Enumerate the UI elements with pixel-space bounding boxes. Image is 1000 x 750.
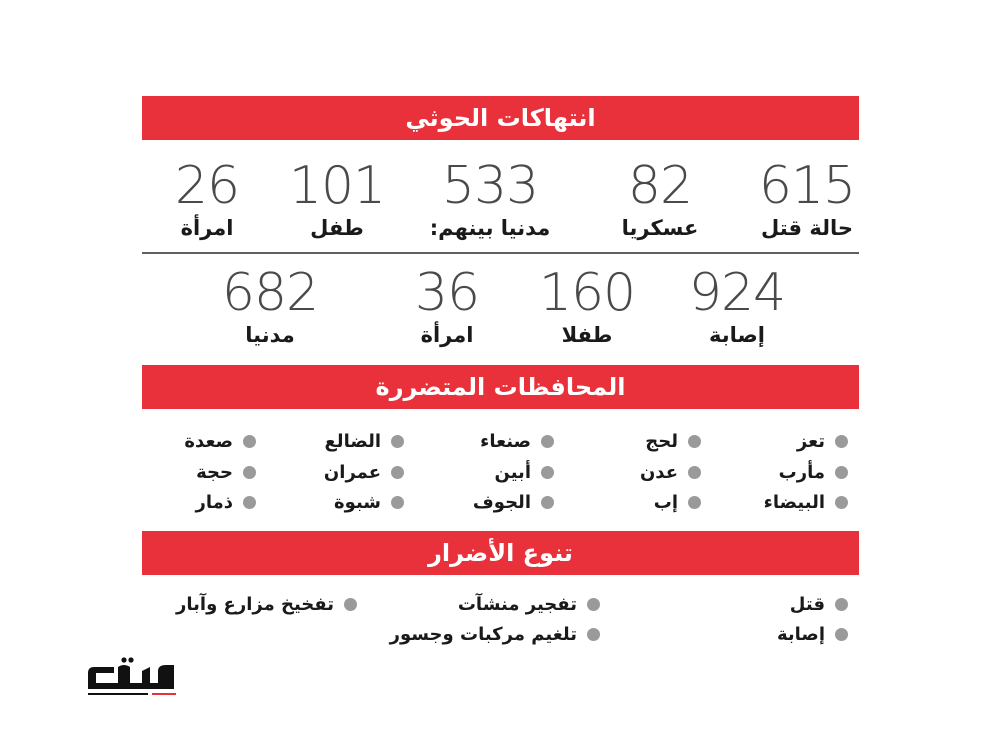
stat-label: عسكريا xyxy=(621,216,699,240)
bullet-dot-icon xyxy=(587,628,600,641)
bullet-dot-icon xyxy=(243,496,256,509)
governorate-item: الضالع xyxy=(325,431,404,452)
stat-injured-women xyxy=(387,265,507,349)
governorate-item: عدن xyxy=(640,462,701,483)
bullet-dot-icon xyxy=(835,628,848,641)
bullet-dot-icon xyxy=(835,466,848,479)
stat-number: 26 xyxy=(174,156,240,216)
governorate-item: إب xyxy=(654,492,701,513)
bullet-dot-icon xyxy=(688,496,701,509)
bullet-dot-icon xyxy=(391,466,404,479)
stat-label: طفل xyxy=(310,216,364,240)
stat-number: 533 xyxy=(441,156,539,216)
governorates-title: المحافظات المتضررة xyxy=(375,373,626,401)
governorate-item: شبوة xyxy=(334,492,404,513)
governorate-item: أبين xyxy=(495,462,554,483)
governorate-item: ذمار xyxy=(195,492,256,513)
stat-label: مدنيا بينهم: xyxy=(429,216,551,240)
bullet-dot-icon xyxy=(688,466,701,479)
violations-title: انتهاكات الحوثي xyxy=(405,104,596,132)
stat-number: 36 xyxy=(414,263,480,323)
stats-divider xyxy=(142,252,859,254)
stat-label: مدنيا xyxy=(245,323,295,347)
bullet-dot-icon xyxy=(344,598,357,611)
stat-number: 924 xyxy=(688,263,786,323)
governorate-item: تعز xyxy=(797,431,848,452)
stat-number: 160 xyxy=(538,263,636,323)
bullet-dot-icon xyxy=(688,435,701,448)
damage-item: إصابة xyxy=(777,624,848,645)
stat-killed-children xyxy=(277,158,397,242)
bullet-dot-icon xyxy=(835,598,848,611)
stat-label: طفلا xyxy=(561,323,613,347)
bullet-dot-icon xyxy=(541,466,554,479)
damage-item: تفجير منشآت xyxy=(458,594,600,615)
stat-killed-total xyxy=(747,158,867,242)
makkah-newspaper-logo-icon xyxy=(84,653,180,703)
stat-number: 101 xyxy=(288,156,386,216)
stat-number: 82 xyxy=(627,156,693,216)
governorate-item: عمران xyxy=(324,462,404,483)
damage-item: قتل xyxy=(790,594,848,615)
bullet-dot-icon xyxy=(391,435,404,448)
bullet-dot-icon xyxy=(587,598,600,611)
governorate-item: حجة xyxy=(196,462,256,483)
bullet-dot-icon xyxy=(243,466,256,479)
stat-injured-children xyxy=(527,265,647,349)
damages-banner xyxy=(142,531,859,575)
stat-killed-military xyxy=(600,158,720,242)
governorate-item: البيضاء xyxy=(764,492,848,513)
stat-killed-women xyxy=(147,158,267,242)
governorate-item: مأرب xyxy=(779,462,848,483)
damage-item: تلغيم مركبات وجسور xyxy=(390,624,600,645)
stat-injured-civilians xyxy=(200,265,340,349)
stat-number: 615 xyxy=(758,156,856,216)
damages-title: تنوع الأضرار xyxy=(428,539,573,567)
bullet-dot-icon xyxy=(391,496,404,509)
bullet-dot-icon xyxy=(835,496,848,509)
stat-number: 682 xyxy=(221,263,319,323)
governorate-item: صعدة xyxy=(184,431,256,452)
stat-label: إصابة xyxy=(709,323,765,347)
bullet-dot-icon xyxy=(835,435,848,448)
violations-banner xyxy=(142,96,859,140)
governorate-item: لحج xyxy=(645,431,701,452)
damage-item: تفخيخ مزارع وآبار xyxy=(176,594,357,615)
stat-label: امرأة xyxy=(180,216,234,240)
governorates-banner xyxy=(142,365,859,409)
bullet-dot-icon xyxy=(541,435,554,448)
bullet-dot-icon xyxy=(541,496,554,509)
stat-killed-civilians xyxy=(410,158,570,242)
stat-label: حالة قتل xyxy=(760,216,854,240)
bullet-dot-icon xyxy=(243,435,256,448)
governorate-item: الجوف xyxy=(473,492,554,513)
governorate-item: صنعاء xyxy=(480,431,554,452)
stat-injured-total xyxy=(677,265,797,349)
stat-label: امرأة xyxy=(420,323,474,347)
